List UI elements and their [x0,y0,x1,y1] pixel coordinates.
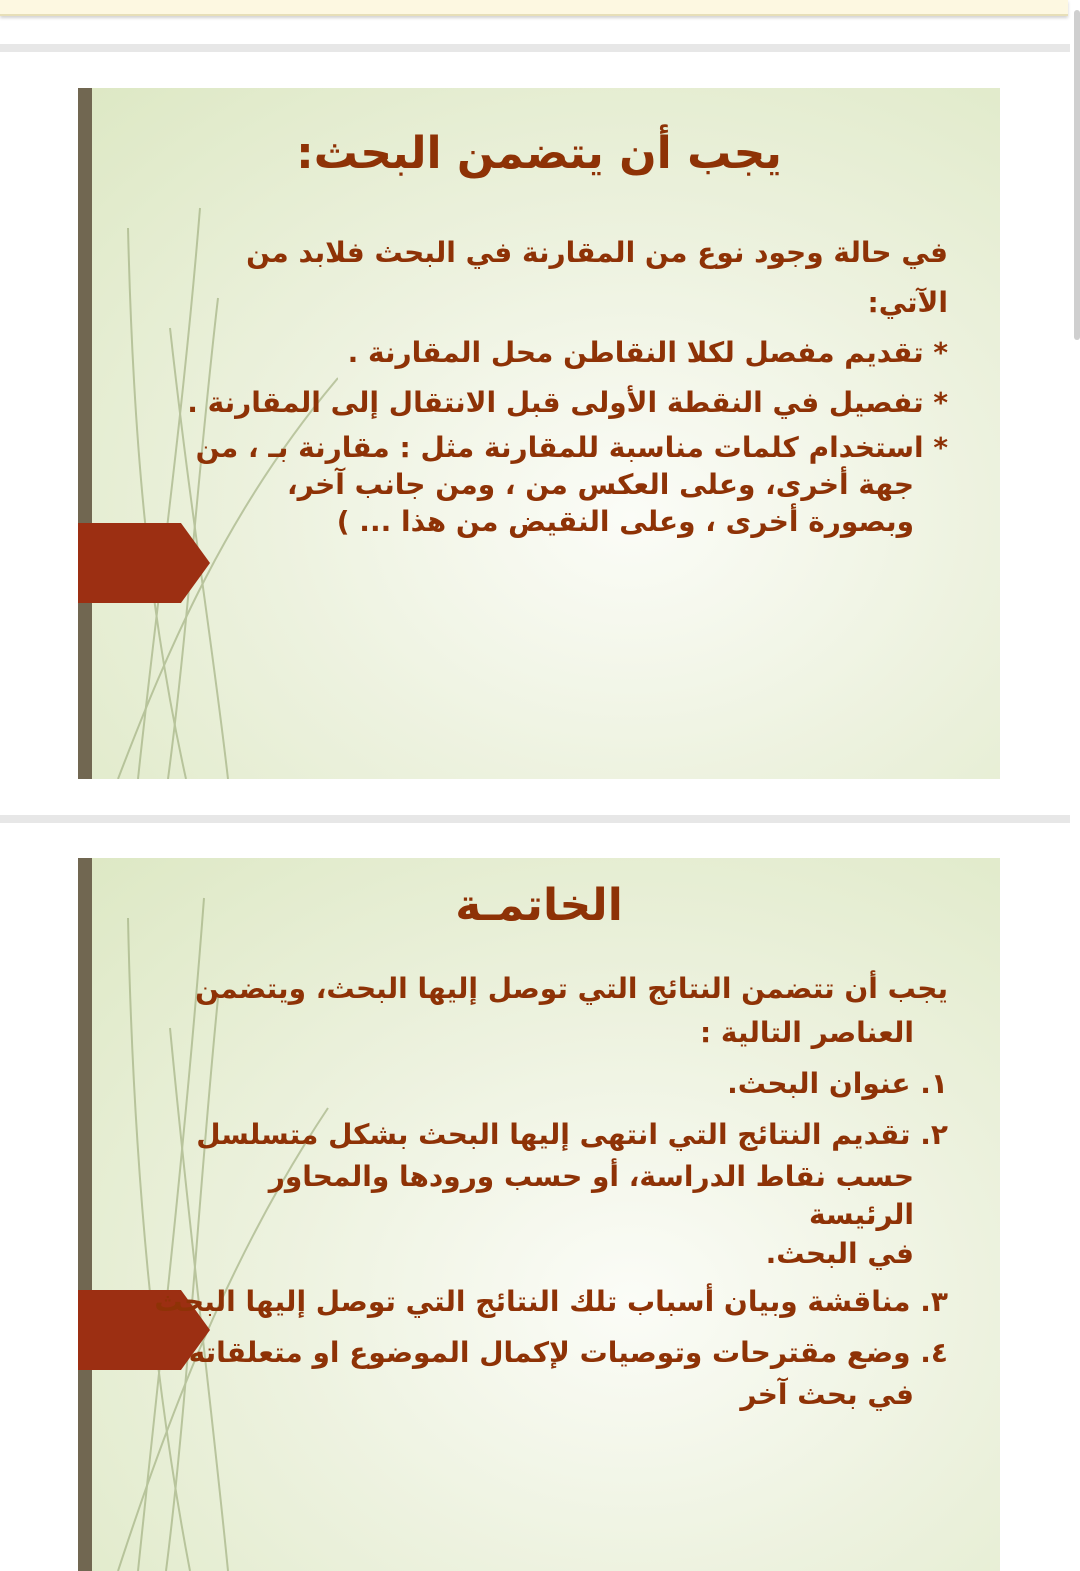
body-line: * تقديم مفصل لكلا النقاطن محل المقارنة . [347,336,948,369]
body-line: حسب نقاط الدراسة، أو حسب ورودها والمحاور الرئيسة [268,1160,914,1231]
body-line: في البحث. [765,1237,914,1270]
body-line: يجب أن تتضمن النتائج التي توصل إليها البحث، ويتضمن [195,972,948,1005]
slide-body [154,968,948,1414]
slide-1 [78,88,1000,779]
body-line: * تفصيل في النقطة الأولى قبل الانتقال إلى المقارنة . [187,386,948,419]
body-line: ٤. وضع مقترحات وتوصيات لإكمال الموضوع او متعلقاته [188,1336,948,1369]
slide-2 [78,858,1000,1571]
body-line: وبصورة أخرى ، وعلى النقيض من هذا ... ) [336,505,914,538]
slide-title: يجب أن يتضمن البحث: [296,128,782,179]
body-line: ٢. تقديم النتائج التي انتهى إليها البحث بشكل متسلسل [196,1118,948,1151]
body-line: ٣. مناقشة وبيان أسباب تلك النتائج التي توصل إليها البحث [154,1285,948,1318]
divider-middle [0,815,1070,823]
body-line: في بحث آخر [740,1378,914,1411]
slide-title: الخاتمـة [455,880,623,931]
divider-top [0,44,1070,52]
body-line: العناصر التالية : [699,1016,914,1049]
top-notification-banner [0,0,1068,16]
scrollbar[interactable] [1074,10,1080,340]
slide-body [168,228,948,542]
body-line: جهة أخرى، وعلى العكس من ، ومن جانب آخر، [287,468,914,501]
body-line: * استخدام كلمات مناسبة للمقارنة مثل : مقارنة بـ ، من [195,431,948,464]
body-line: ١. عنوان البحث. [727,1067,948,1100]
body-line: في حالة وجود نوع من المقارنة في البحث فلابد من الآتي: [246,236,948,319]
